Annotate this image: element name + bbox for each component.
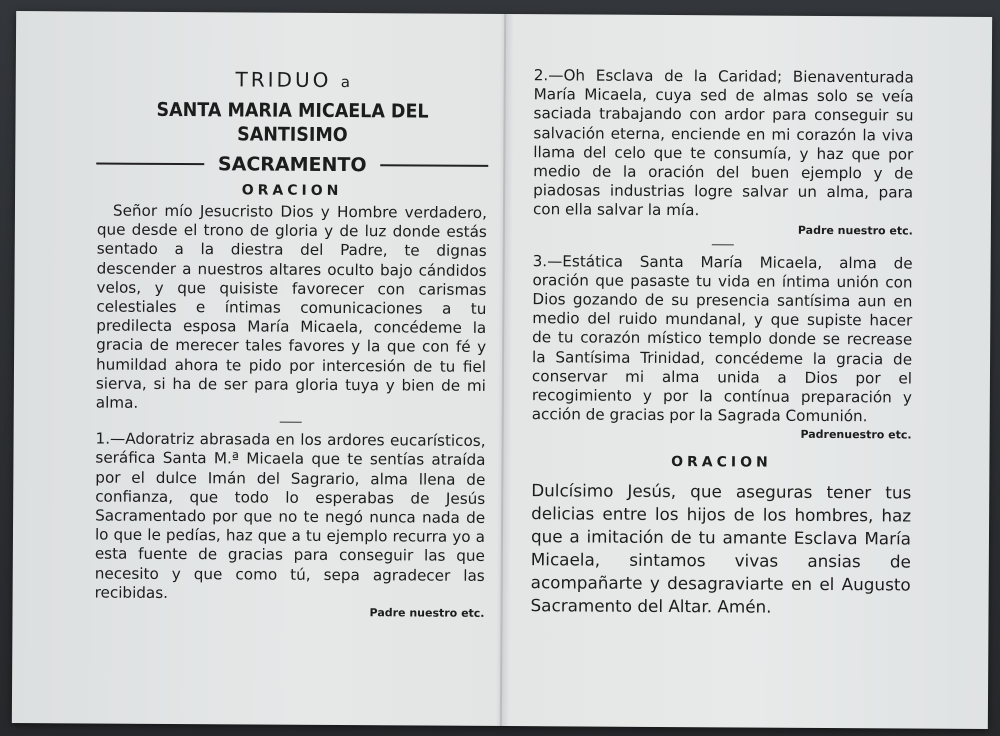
prayer-card xyxy=(12,11,992,729)
left-page xyxy=(94,66,487,620)
separator xyxy=(712,244,734,245)
title-line1: TRIDUO xyxy=(235,67,332,92)
title-triduo xyxy=(98,66,488,96)
oracion-heading-right: ORACION xyxy=(671,454,772,472)
prayer-2-closing: Padre nuestro etc. xyxy=(797,223,913,238)
title-sacramento-row xyxy=(97,152,487,178)
right-page xyxy=(530,66,913,620)
title-line1-suffix: a xyxy=(340,73,350,92)
title-rule-right xyxy=(381,164,489,167)
card-fold xyxy=(500,14,506,726)
oracion-heading-left: ORACION xyxy=(241,182,343,200)
title-rule-left xyxy=(96,163,204,166)
title-saint-name: SANTA MARIA MICAELA DEL SANTISIMO xyxy=(156,98,429,147)
oracion-text-right: Dulcísimo Jesús, que aseguras tener tus delicias entre los hijos de los hombres, haz que a imitación de tu amante Esclava María Micaela, sintamos vivas ansias de acompañarte y desagraviarte en el Augusto Sacramento del Altar. Amén. xyxy=(530,480,912,618)
prayer-1-text: 1.—Adoratriz abrasada en los ardores eucarísticos, seráfica Santa M.ª Micaela que te sentías atraída por el dulce Imán del Sagrario, alma llena de confianza, que todo lo esperabas de Jesús Sacramentado por que no te negó nunca nada de lo que le pedías, haz que a tu ejemplo recurra yo a esta fuente de gracias para conseguir las que necesito y que como tú, sepa agradecer las recibidas. xyxy=(94,429,486,602)
oracion-text-left: Señor mío Jesucristo Dios y Hombre verdadero, que desde el trono de gloria y de luz donde estás sentado a la diestra del Padre, te dignas descender a nuestros altares oculto bajo cándidos velos, y que quisiste favorecer con carismas celestiales e íntimas comunicaciones a tu predilecta esposa María Micaela, concédeme la gracia de merecer tales favores y la que con fé y humildad ahora te pido por intercesión de tu fiel sierva, si ha de ser para gloria tuya y bien de mi alma. xyxy=(95,201,488,412)
prayer-3-text: 3.—Estática Santa María Micaela, alma de oración que pasaste tu vida en íntima unión con Dios gozando de su presencia santísima aun en medio del ruido mundanal, y que supiste hacer de tu corazón místico templo donde se recrease la Santísima Trinidad, concédeme la gracia de conservar mi alma unida a Dios por el recogimiento y por la contínua preparación y acción de gracias por la Sagrada Comunión. xyxy=(531,251,913,426)
separator xyxy=(280,422,302,423)
prayer-2-text: 2.—Oh Esclava de la Caridad; Bienaventurada María Micaela, cuya sed de almas solo se veía saciada trabajando con ardor para conseguir su salvación eterna, enciende en mi corazón la viva llama del celo que te consumía, y haz que por medio de la oración del buen ejemplo y de piadosas industrias logre salvar un alma, para con ella salvar la mía. xyxy=(532,66,914,220)
prayer-3-closing: Padrenuestro etc. xyxy=(800,428,912,442)
title-sacramento: SACRAMENTO xyxy=(217,153,367,177)
prayer-1-closing: Padre nuestro etc. xyxy=(369,606,485,620)
